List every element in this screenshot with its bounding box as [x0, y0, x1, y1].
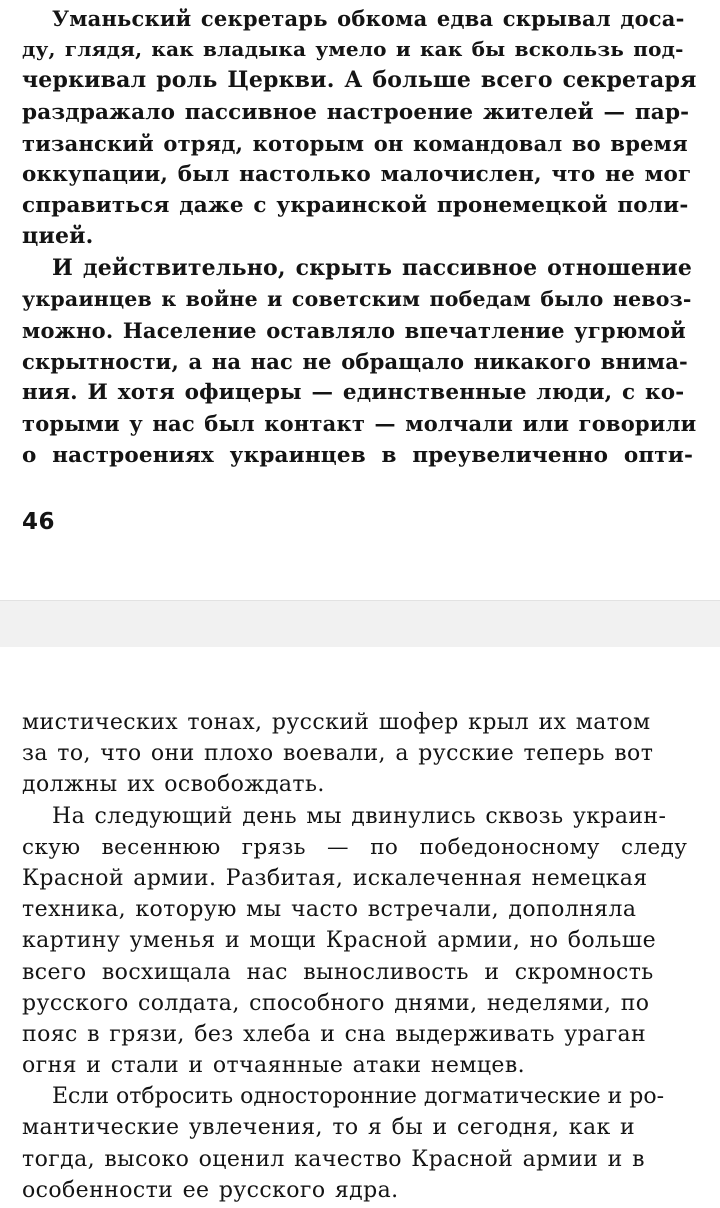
text-line: мистических тонах, русский шофер крыл их матом [22, 710, 651, 735]
paragraph-passive-attitude [22, 253, 698, 471]
text-line: особенности ее русского ядра. [22, 1177, 399, 1203]
text-line: скрытности, а на нас не обращало никакого внима- [22, 349, 688, 375]
text-line: тогда, высоко оценил качество Красной армии и в [22, 1146, 645, 1172]
book-page-bottom [0, 647, 720, 1208]
paragraph-red-army [22, 1081, 698, 1206]
text-line: ду, глядя, как владыка умело и как бы вскользь под- [22, 37, 684, 62]
text-line: техника, которую мы часто встречали, дополняла [22, 897, 637, 923]
text-line: тизанский отряд, которым он командовал во время [22, 130, 688, 156]
text-line: должны их освобождать. [22, 772, 325, 798]
text-line: справиться даже с украинской пронемецкой поли- [22, 193, 689, 219]
page-separator [0, 600, 720, 648]
text-line: всего восхищала нас выносливость и скромность [22, 959, 654, 985]
text-line: можно. Население оставляло впечатление угрюмой [22, 317, 686, 343]
text-line: И действительно, скрыть пассивное отношение [52, 254, 693, 281]
text-line: ния. И хотя офицеры — единственные люди, с ко- [22, 380, 685, 406]
text-line: Уманьский секретарь обкома едва скрывал доса- [52, 6, 685, 31]
text-line: за то, что они плохо воевали, а русские теперь вот [22, 741, 654, 767]
text-line: скую весеннюю грязь — по победоносному следу [22, 834, 688, 860]
text-line: оккупации, был настолько малочислен, что не мог [22, 161, 692, 187]
text-line: русского солдата, способного днями, неделями, по [22, 990, 650, 1016]
text-line: мантические увлечения, то я бы и сегодня, как и [22, 1115, 636, 1141]
book-page-top [0, 0, 720, 600]
paragraph-next-day [22, 801, 698, 1082]
text-line: На следующий день мы двинулись сквозь украин- [52, 803, 667, 829]
text-line: о настроениях украинцев в преувеличенно опти- [22, 442, 694, 468]
text-line: огня и стали и отчаянные атаки немцев. [22, 1053, 526, 1079]
text-line: торыми у нас был контакт — молчали или говорили [22, 411, 697, 437]
text-line: украинцев к войне и советским победам было невоз- [22, 286, 692, 311]
text-line: картину уменья и мощи Красной армии, но больше [22, 928, 657, 954]
text-line: черкивал роль Церкви. А больше всего секретаря [22, 67, 697, 94]
text-line: пояс в грязи, без хлеба и сна выдерживать ураган [22, 1021, 647, 1047]
text-line: раздражало пассивное настроение жителей — пар- [22, 99, 690, 125]
page-number: 46 [22, 508, 56, 535]
paragraph-secretary [22, 3, 698, 253]
text-line: цией. [22, 223, 94, 250]
text-line: Красной армии. Разбитая, искалеченная немецкая [22, 865, 648, 891]
paragraph-continuation [22, 707, 698, 801]
text-line: Если отбросить односторонние догматические и ро- [52, 1084, 665, 1110]
